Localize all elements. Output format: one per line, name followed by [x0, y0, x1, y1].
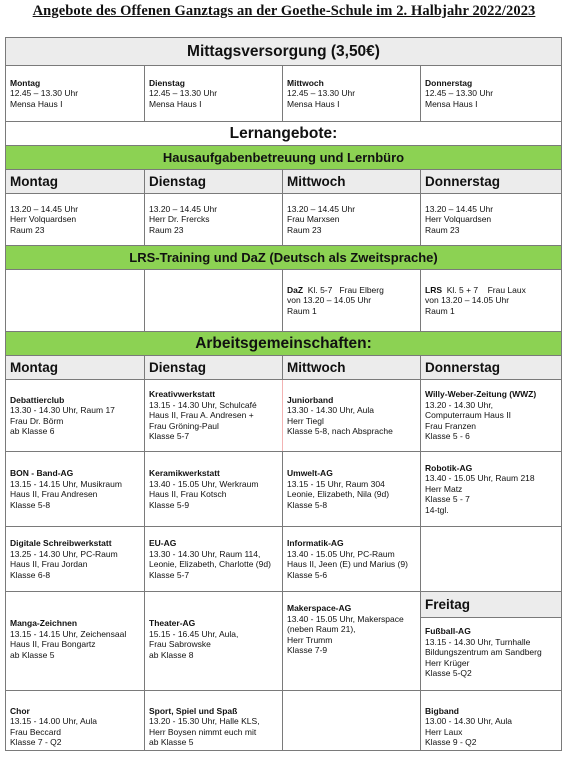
- day-header-montag: Montag: [6, 170, 145, 194]
- page-title: Angebote des Offenen Ganztags an der Goethe-Schule im 2. Halbjahr 2022/2023: [32, 3, 536, 19]
- ag-header-donnerstag: Donnerstag: [421, 356, 562, 380]
- ag-line: Klasse 5-8, nach Absprache: [287, 426, 393, 436]
- day-header-donnerstag: Donnerstag: [421, 170, 562, 194]
- day-label: Donnerstag: [425, 77, 473, 88]
- ag-name: Juniorband: [287, 394, 334, 405]
- ag-header-mittwoch: Mittwoch: [283, 356, 421, 380]
- room-text: Raum 23: [287, 224, 322, 235]
- room-text: Raum 1: [287, 305, 317, 316]
- ag-line: Klasse 5-9: [149, 499, 190, 510]
- mittag-section-title: Mittagsversorgung (3,50€): [6, 38, 562, 66]
- ag-line: 13.40 - 15.05 Uhr, Raum 218: [425, 473, 535, 484]
- room-text: Raum 23: [10, 224, 45, 235]
- place-text: Mensa Haus I: [287, 98, 340, 109]
- ag-empty-cell: [421, 527, 562, 592]
- ag-line: Herr Tiegl: [287, 415, 324, 426]
- mittag-cell-donnerstag: [421, 66, 562, 122]
- ag-name: Keramikwerkstatt: [149, 468, 220, 478]
- ag-line: Frau Franzen: [425, 420, 477, 431]
- ag-line: Klasse 5-Q2: [425, 668, 472, 678]
- ag-cell: [6, 592, 145, 691]
- ag-name: EU-AG: [149, 538, 177, 548]
- room-text: Raum 23: [149, 224, 184, 235]
- ag-line: Frau Dr. Börm: [10, 415, 64, 426]
- ag-line: 13.30 - 14.30 Uhr, Raum 17: [10, 405, 115, 415]
- ag-line: 13.00 - 14.30 Uhr, Aula: [425, 716, 512, 726]
- ag-line: Herr Trumm: [287, 634, 333, 645]
- hausaufgaben-cell-dienstag: [145, 194, 283, 246]
- lrs-empty-montag: [6, 270, 145, 332]
- mittag-cell-dienstag: [145, 66, 283, 122]
- ag-cell: [283, 592, 421, 691]
- ag-name: Informatik-AG: [287, 538, 344, 548]
- schedule-table: [5, 37, 562, 751]
- ag-line: Klasse 5-7: [149, 569, 190, 580]
- ag-line: 13.40 - 15.05 Uhr, Makerspace: [287, 613, 404, 624]
- ag-line: (neben Raum 21),: [287, 624, 356, 634]
- ag-name: Makerspace-AG: [287, 603, 352, 613]
- day-label: Dienstag: [149, 77, 185, 88]
- ag-line: 13.20 - 15.30 Uhr, Halle KLS,: [149, 716, 260, 726]
- ag-line: ab Klasse 6: [10, 426, 55, 436]
- ag-header-montag: Montag: [6, 356, 145, 380]
- ag-line: Haus II, Jeen (E) und Marius (9): [287, 559, 408, 569]
- teacher-text: Herr Dr. Frercks: [149, 214, 210, 225]
- lrs-cell: [421, 270, 562, 332]
- ag-line: ab Klasse 8: [149, 649, 194, 660]
- time-text: 13.20 – 14.45 Uhr: [10, 203, 79, 214]
- ag-line: Klasse 7 - Q2: [10, 737, 62, 747]
- ag-name: Theater-AG: [149, 618, 196, 628]
- ag-line: Herr Matz: [425, 483, 463, 494]
- hausaufgaben-cell-mittwoch: [283, 194, 421, 246]
- ag-name: Bigband: [425, 705, 459, 716]
- ag-line: 13.40 - 15.05 Uhr, PC-Raum: [287, 548, 395, 559]
- ag-line: Leonie, Elizabeth, Charlotte (9d): [149, 559, 271, 569]
- ag-line: Herr Boysen nimmt euch mit: [149, 726, 257, 737]
- mittag-cell-montag: [6, 66, 145, 122]
- ag-name: Digitale Schreibwerkstatt: [10, 538, 112, 548]
- ag-section-title: Arbeitsgemeinschaften:: [6, 332, 562, 356]
- ag-name: Fußball-AG: [425, 626, 471, 636]
- ag-line: Klasse 5-8: [10, 499, 51, 510]
- ag-cell: [421, 691, 562, 751]
- ag-line: 13.15 - 14.30 Uhr, Turnhalle: [425, 636, 531, 647]
- ag-line: Computerraum Haus II: [425, 410, 511, 421]
- lrs-empty-dienstag: [145, 270, 283, 332]
- ag-cell: [145, 452, 283, 527]
- time-text: von 13.20 – 14.05 Uhr: [287, 295, 372, 306]
- ag-cell: [283, 452, 421, 527]
- ag-line: 13.15 - 14.15 Uhr, Zeichensaal: [10, 628, 127, 639]
- ag-cell: [283, 380, 421, 452]
- ag-line: 13.40 - 15.05 Uhr, Werkraum: [149, 478, 259, 489]
- ag-line: Frau Sabrowske: [149, 639, 211, 649]
- time-text: 12.45 – 13.30 Uhr: [287, 88, 356, 99]
- ag-cell: [421, 452, 562, 527]
- ag-line: Klasse 5-6: [287, 569, 328, 580]
- ag-cell: [6, 691, 145, 751]
- ag-header-dienstag: Dienstag: [145, 356, 283, 380]
- ag-line: Haus II, Frau A. Andresen +: [149, 410, 254, 421]
- ag-line: 13.30 - 14.30 Uhr, Aula: [287, 405, 374, 415]
- ag-cell: [421, 380, 562, 452]
- ag-cell: [6, 452, 145, 527]
- ag-line: Herr Krüger: [425, 657, 470, 668]
- ag-line: Klasse 5 - 6: [425, 431, 470, 442]
- course-detail: Kl. 5-7 Frau Elberg: [303, 284, 384, 295]
- day-header-mittwoch: Mittwoch: [283, 170, 421, 194]
- ag-line: 15.15 - 16.45 Uhr, Aula,: [149, 628, 239, 639]
- ag-line: Klasse 5 - 7: [425, 494, 470, 505]
- time-text: von 13.20 – 14.05 Uhr: [425, 295, 510, 306]
- ag-line: ab Klasse 5: [10, 649, 55, 660]
- ag-cell: [283, 527, 421, 592]
- ag-cell: [6, 380, 145, 452]
- ag-line: Haus II, Frau Kotsch: [149, 489, 227, 499]
- place-text: Mensa Haus I: [425, 98, 478, 109]
- ag-line: Herr Laux: [425, 726, 463, 737]
- time-text: 13.20 – 14.45 Uhr: [425, 203, 494, 214]
- ag-line: 13.25 - 14.30 Uhr, PC-Raum: [10, 548, 118, 559]
- time-text: 13.20 – 14.45 Uhr: [287, 203, 356, 214]
- ag-line: ab Klasse 5: [149, 737, 194, 747]
- ag-line: Klasse 9 - Q2: [425, 737, 477, 747]
- time-text: 12.45 – 13.30 Uhr: [149, 88, 218, 99]
- hausaufgaben-section-title: Hausaufgabenbetreuung und Lernbüro: [6, 146, 562, 170]
- time-text: 13.20 – 14.45 Uhr: [149, 203, 218, 214]
- day-label: Montag: [10, 77, 41, 88]
- ag-empty-cell: [283, 691, 421, 751]
- ag-name: Manga-Zeichnen: [10, 618, 78, 628]
- ag-cell: [145, 592, 283, 691]
- teacher-text: Herr Volquardsen: [425, 214, 492, 225]
- day-label: Mittwoch: [287, 77, 324, 88]
- lernangebote-title: Lernangebote:: [6, 122, 562, 146]
- time-text: 12.45 – 13.30 Uhr: [10, 88, 79, 99]
- ag-line: Leonie, Elizabeth, Nila (9d): [287, 489, 390, 499]
- ag-line: Haus II, Frau Bongartz: [10, 639, 96, 649]
- ag-header-freitag: Freitag: [421, 592, 562, 618]
- hausaufgaben-cell-montag: [6, 194, 145, 246]
- ag-line: Klasse 7-9: [287, 645, 328, 655]
- ag-line: Klasse 6-8: [10, 569, 51, 580]
- ag-line: Haus II, Frau Jordan: [10, 559, 88, 569]
- course-name: DaZ: [287, 284, 304, 295]
- ag-name: BON - Band-AG: [10, 468, 74, 478]
- teacher-text: Frau Marxsen: [287, 214, 340, 225]
- ag-name: Kreativwerkstatt: [149, 389, 216, 400]
- ag-cell: [145, 527, 283, 592]
- ag-name: Willy-Weber-Zeitung (WWZ): [425, 389, 537, 400]
- ag-line: Klasse 5-8: [287, 499, 328, 510]
- ag-name: Umwelt-AG: [287, 468, 333, 478]
- course-detail: Kl. 5 + 7 Frau Laux: [442, 284, 526, 295]
- ag-name: Chor: [10, 705, 30, 716]
- lrs-section-title: LRS-Training und DaZ (Deutsch als Zweitsprache): [6, 246, 562, 270]
- ag-line: 13.15 - 14.30 Uhr, Schulcafé: [149, 399, 257, 410]
- ag-line: 13.20 - 14.30 Uhr,: [425, 399, 494, 410]
- course-name: LRS: [425, 284, 442, 295]
- ag-cell: [145, 380, 283, 452]
- teacher-text: Herr Volquardsen: [10, 214, 77, 225]
- ag-line: 13.15 - 14.15 Uhr, Musikraum: [10, 478, 122, 489]
- ag-line: Frau Gröning-Paul: [149, 420, 219, 431]
- ag-line: 13.15 - 15 Uhr, Raum 304: [287, 478, 385, 489]
- room-text: Raum 23: [425, 224, 460, 235]
- ag-line: Frau Beccard: [10, 726, 62, 737]
- mittag-cell-mittwoch: [283, 66, 421, 122]
- ag-name: Debattierclub: [10, 394, 65, 405]
- ag-cell: [6, 527, 145, 592]
- place-text: Mensa Haus I: [149, 98, 202, 109]
- ag-line: Klasse 5-7: [149, 431, 190, 442]
- room-text: Raum 1: [425, 305, 455, 316]
- day-header-dienstag: Dienstag: [145, 170, 283, 194]
- ag-line: Bildungszentrum am Sandberg: [425, 647, 542, 657]
- time-text: 12.45 – 13.30 Uhr: [425, 88, 494, 99]
- ag-line: 14-tgl.: [425, 504, 449, 515]
- daz-cell: [283, 270, 421, 332]
- ag-name: Sport, Spiel und Spaß: [149, 705, 238, 716]
- ag-cell: [145, 691, 283, 751]
- hausaufgaben-cell-donnerstag: [421, 194, 562, 246]
- ag-line: Haus II, Frau Andresen: [10, 489, 98, 499]
- ag-line: 13.30 - 14.30 Uhr, Raum 114,: [149, 548, 261, 559]
- ag-line: 13.15 - 14.00 Uhr, Aula: [10, 716, 97, 726]
- ag-name: Robotik-AG: [425, 462, 473, 473]
- place-text: Mensa Haus I: [10, 98, 63, 109]
- ag-cell: [421, 618, 562, 691]
